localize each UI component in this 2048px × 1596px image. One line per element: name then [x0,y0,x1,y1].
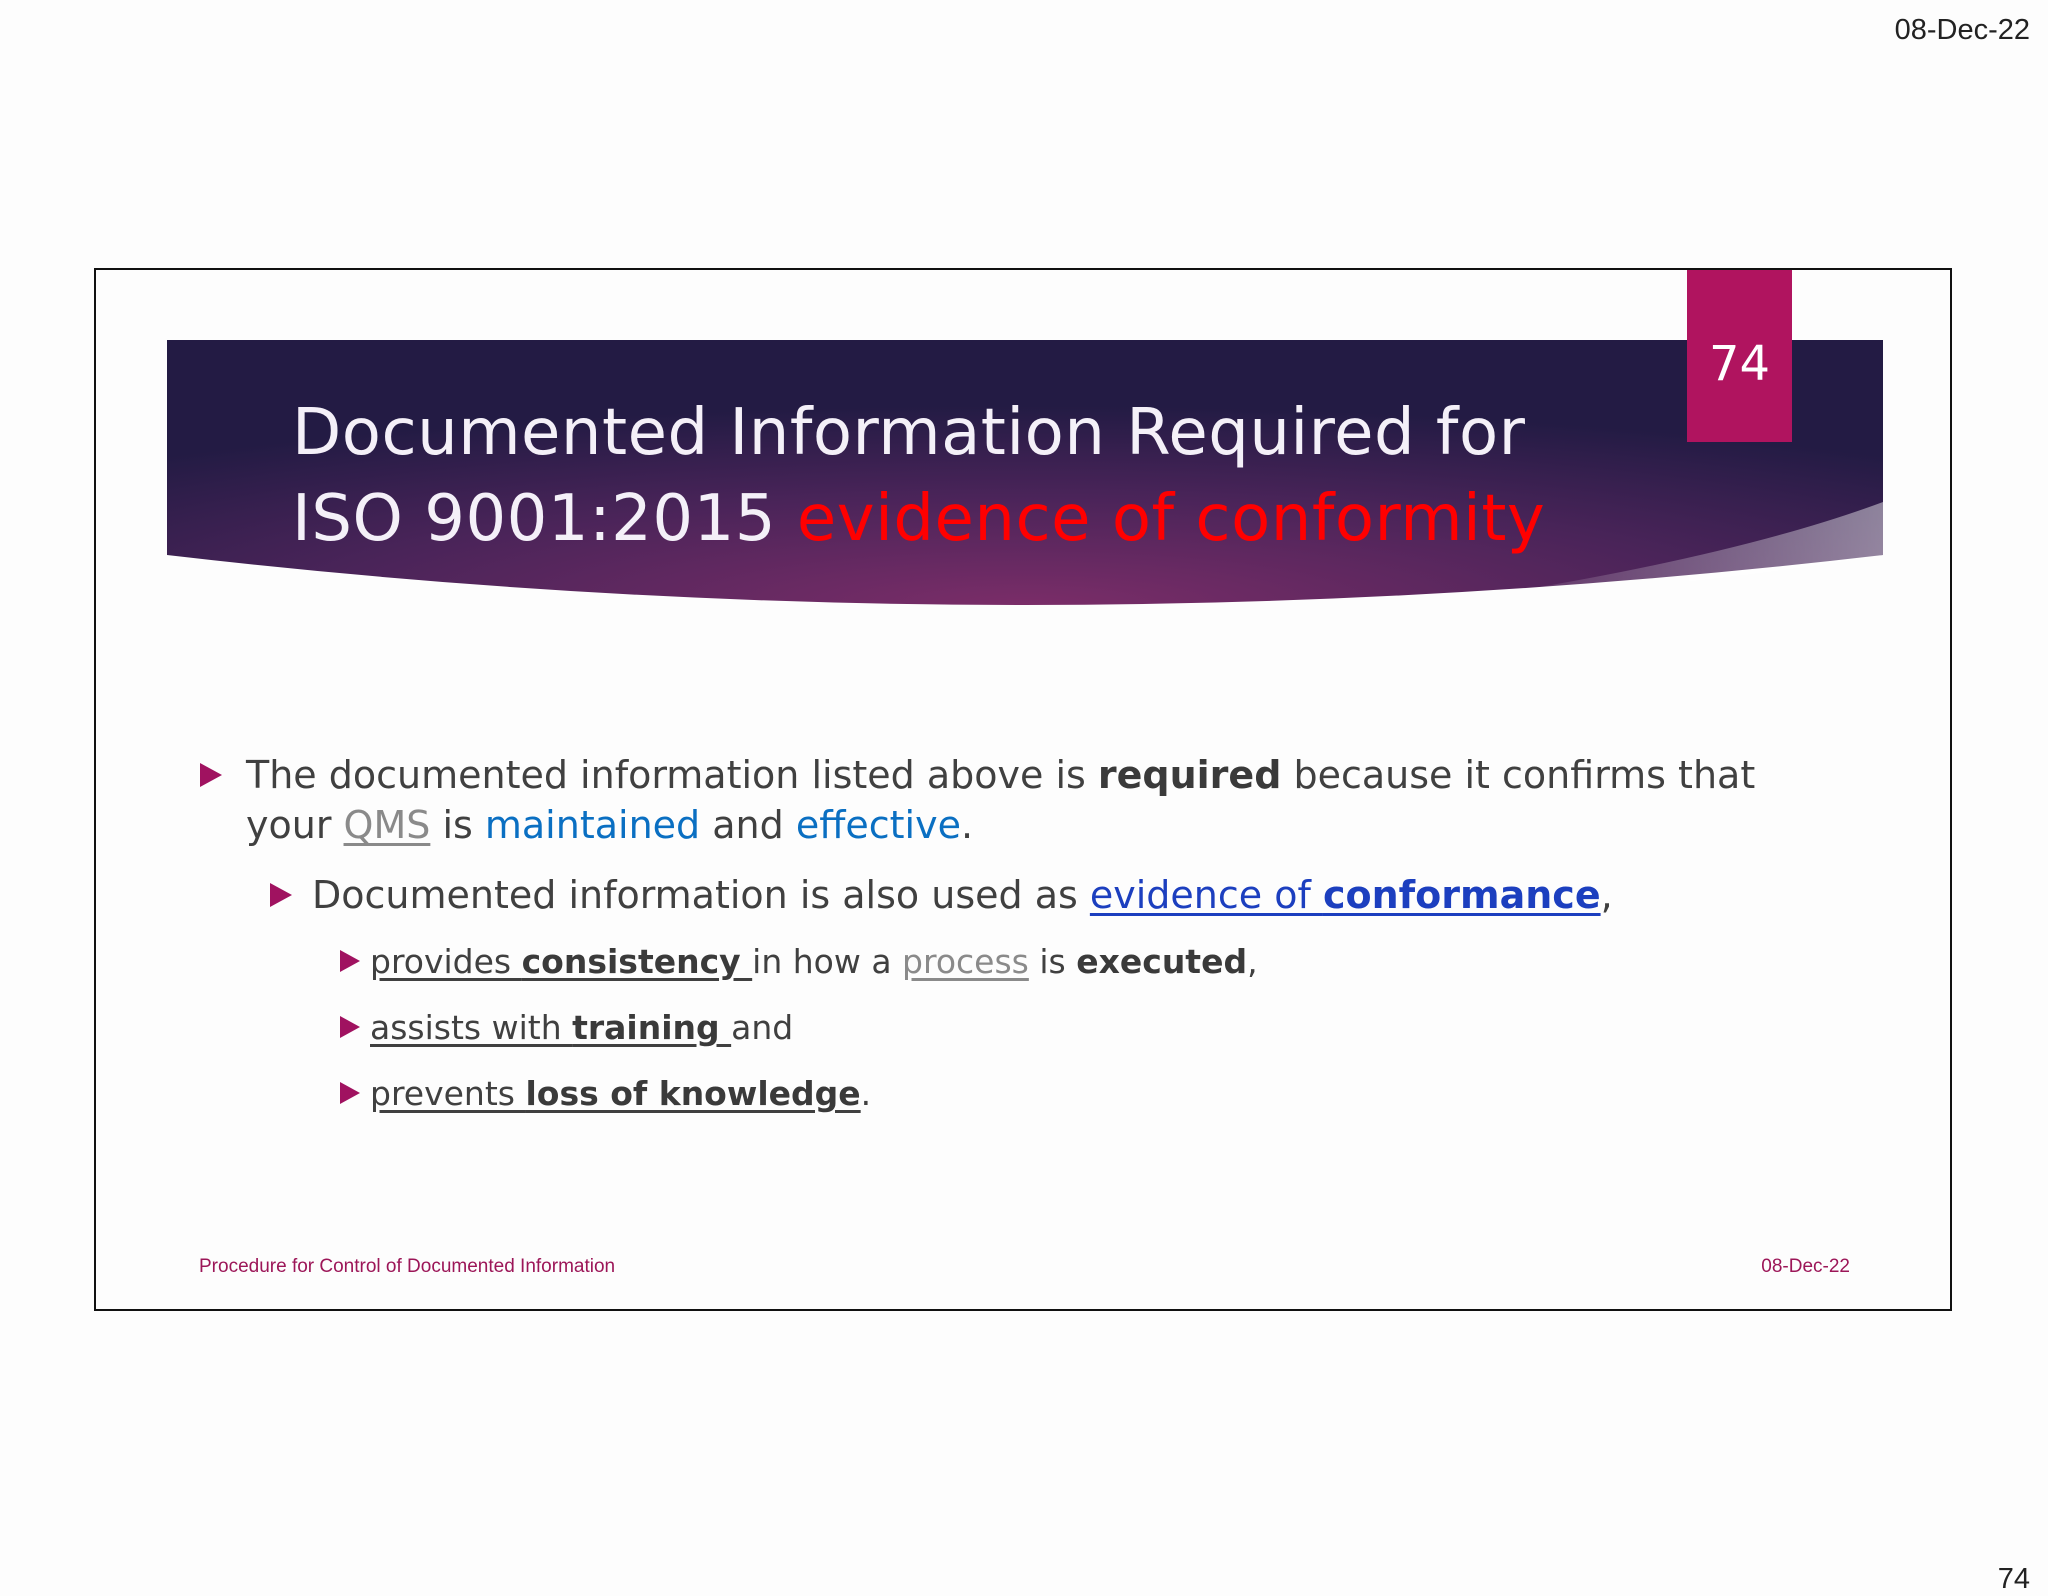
slide-number-tab: 74 [1687,270,1792,442]
sub-bullet-3 [340,1072,871,1116]
page-date: 08-Dec-22 [1894,14,2030,46]
bullet-1 [200,750,1780,850]
slide-title [292,390,1545,562]
sub-bullet-1-text: provides consistency in how a process is executed, [370,942,1258,981]
page-number: 74 [1997,1563,2030,1595]
sub-bullet-3-text: prevents loss of knowledge. [370,1074,872,1113]
bullet-arrow-icon [200,763,222,787]
bullet-1-text: The documented information listed above is required because it confirms that your QMS is maintained and effective. [246,753,1756,847]
title-line1: Documented Information Required for [292,396,1526,470]
process-link[interactable]: process [902,942,1029,981]
bullet-arrow-icon [340,1082,360,1104]
bullet-arrow-icon [340,1016,360,1038]
sub-bullet-2 [340,1006,793,1050]
evidence-of-conformance-link[interactable]: evidence of conformance [1089,873,1601,917]
slide-footer-date: 08-Dec-22 [1761,1256,1850,1277]
bullet-arrow-icon [340,950,360,972]
qms-link[interactable]: QMS [343,803,431,847]
knowledge-link[interactable]: prevents loss of knowledge [370,1074,861,1113]
bullet-arrow-icon [270,883,292,907]
bullet-2 [270,870,1613,920]
title-highlight: evidence of conformity [796,482,1546,556]
consistency-link[interactable]: provides consistency [370,942,753,981]
slide-footer-title: Procedure for Control of Documented Information [199,1256,616,1277]
training-link[interactable]: assists with training [370,1008,732,1047]
sub-bullet-1 [340,940,1258,984]
title-line2: ISO 9001:2015 [292,482,797,556]
bullet-2-text: Documented information is also used as evidence of conformance, [312,873,1613,917]
sub-bullet-2-text: assists with training and [370,1008,794,1047]
slide [94,268,1952,1311]
